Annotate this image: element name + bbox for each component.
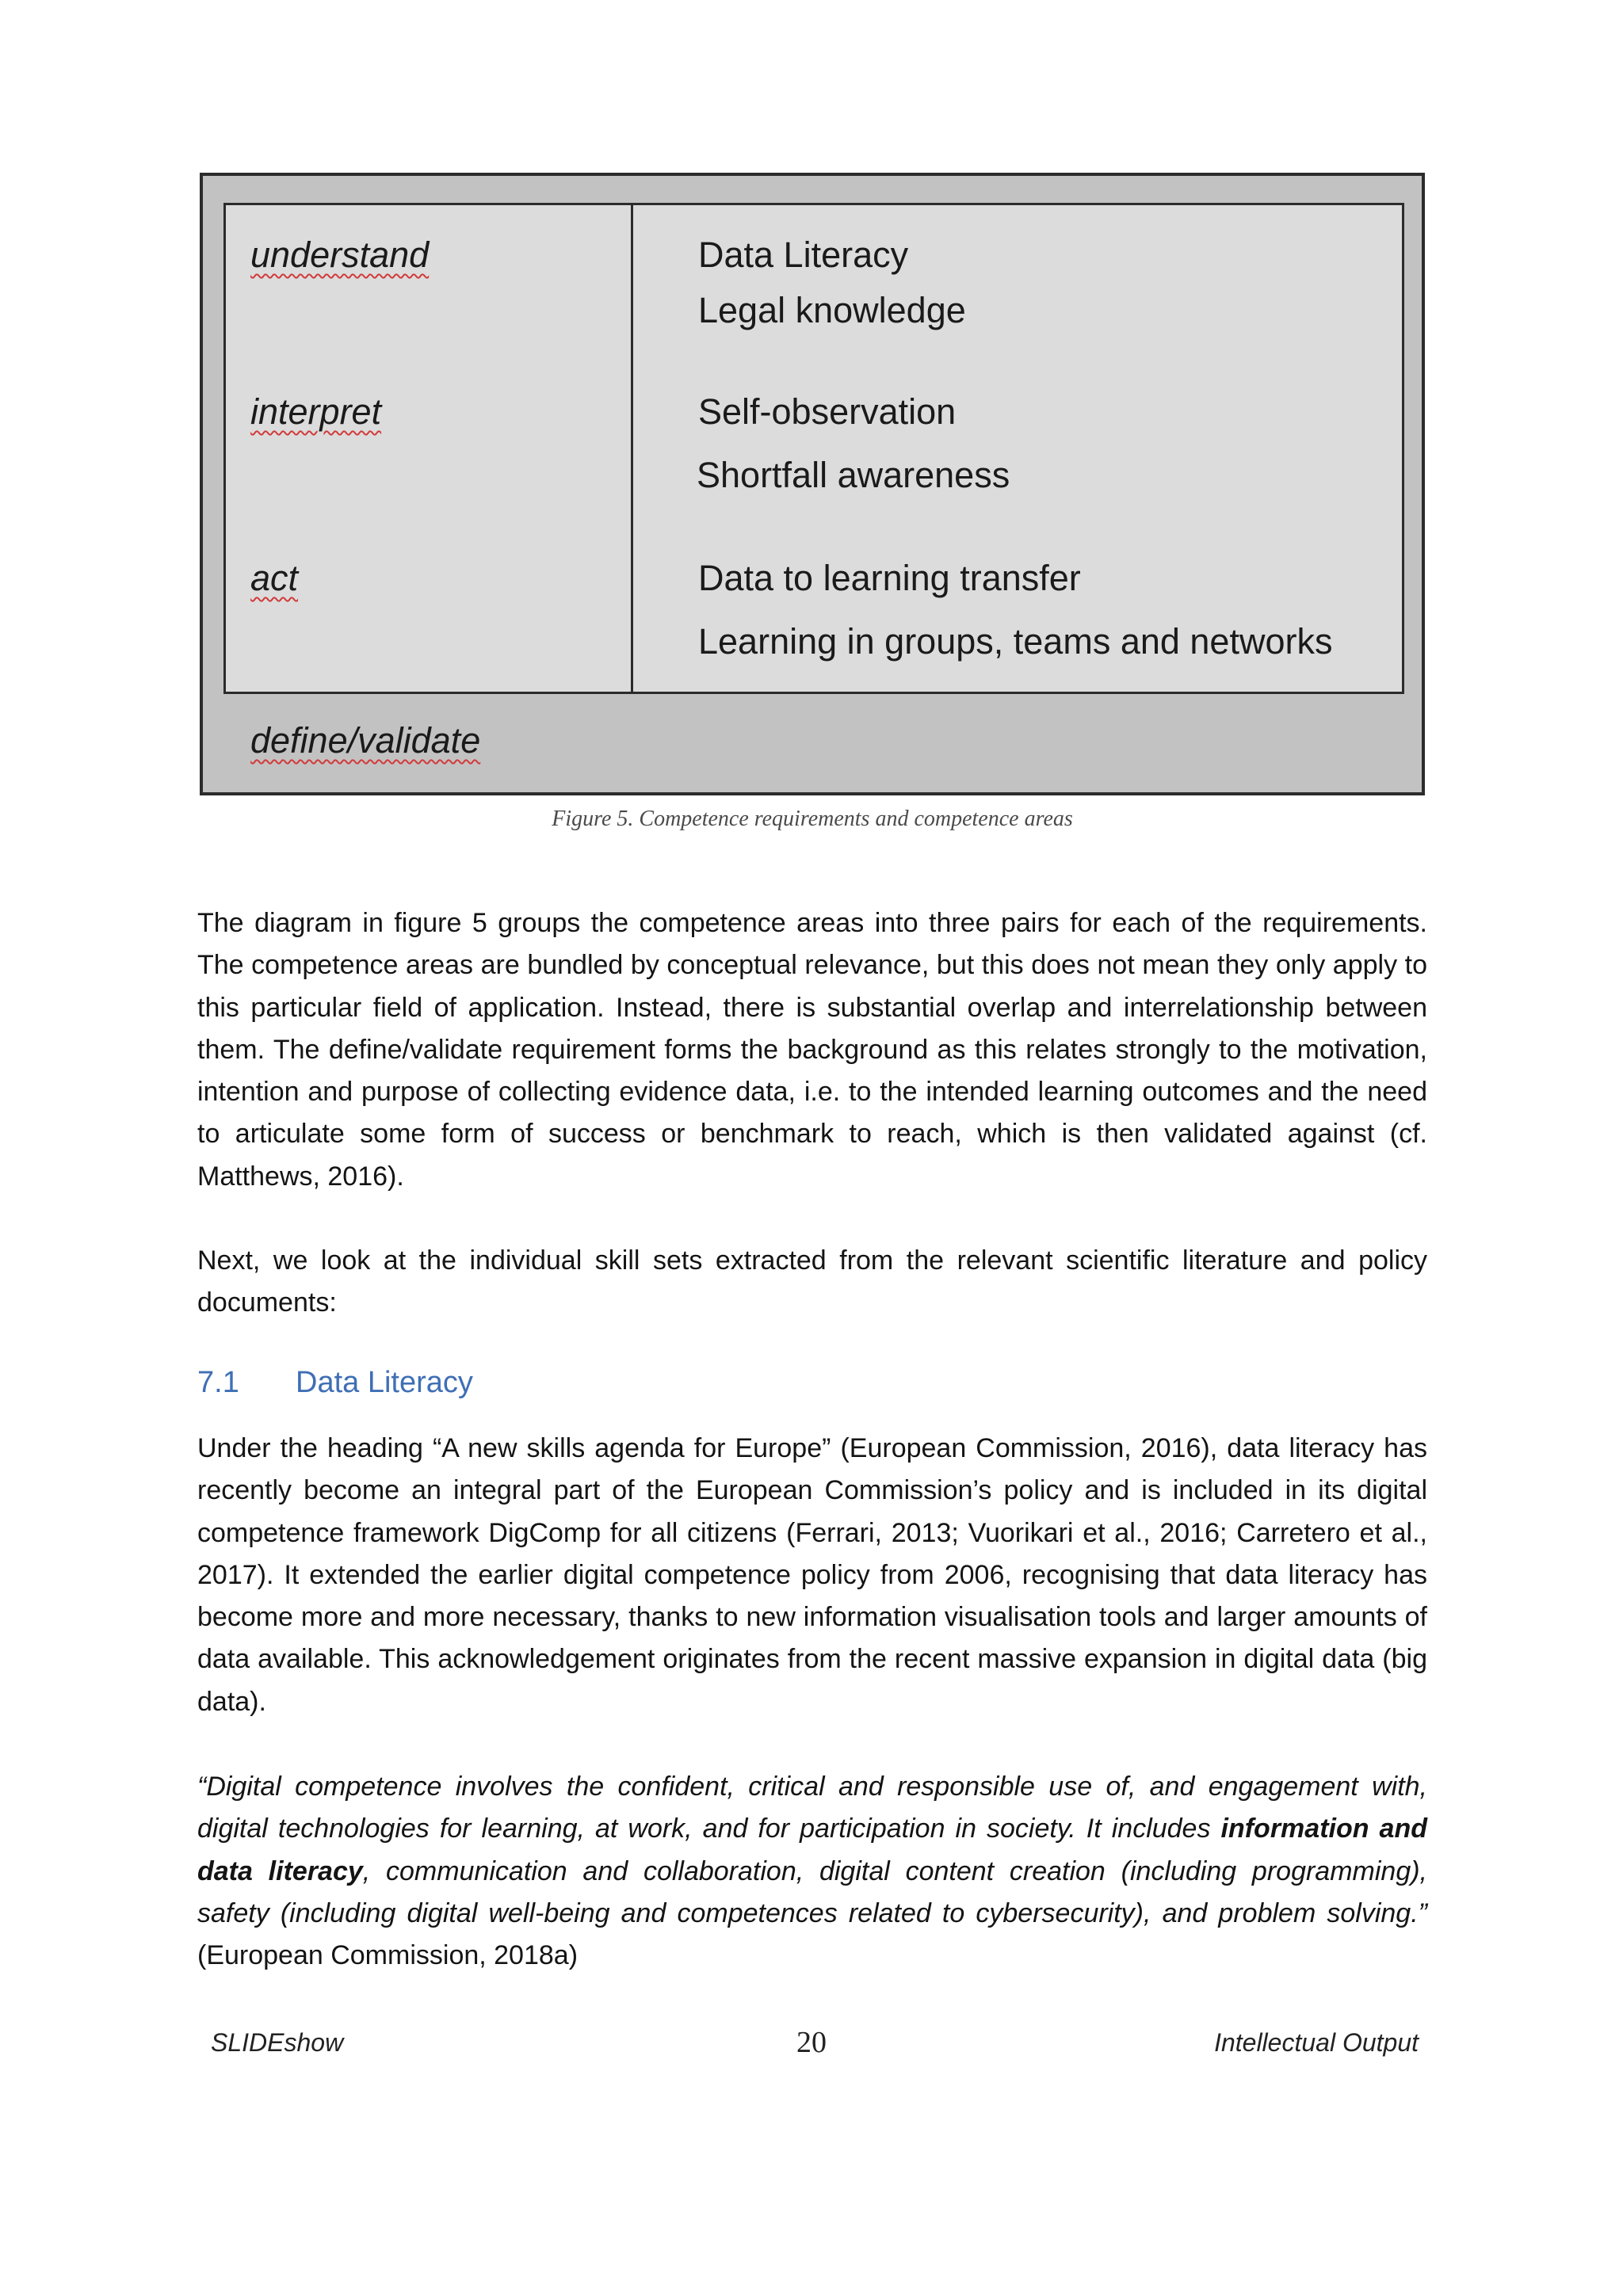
section-title: Data Literacy (296, 1366, 473, 1399)
area-data-literacy: Data Literacy (698, 235, 909, 275)
figure-caption: Figure 5. Competence requirements and competence areas (552, 807, 1073, 831)
quote-emphasis: information and data literacy (197, 1814, 1427, 1886)
footer-right: Intellectual Output (1214, 2028, 1419, 2057)
section-number: 7.1 (197, 1366, 239, 1399)
quote-text-end: , communication and collaboration, digital content creation (including programming), safety (including digital well-being and competences related to cybersecurity), and problem solving.” (197, 1855, 1427, 1928)
section-heading (197, 1365, 473, 1402)
quote-citation: (European Commission, 2018a) (197, 1940, 579, 1971)
area-shortfall-awareness: Shortfall awareness (697, 455, 1010, 495)
paragraph-data-literacy: Under the heading “A new skills agenda for Europe” (European Commission, 2016), data literacy has recently become an integral part of the European Commission’s policy and is included in its digital competence framework DigComp for all citizens (Ferrari, 2013; Vuorikari et al., 2016; Carretero et al., 2017). It extended the earlier digital competence policy from 2006, recognising that data literacy has become more and more necessary, thanks to new information visualisation tools and larger amounts of data available. This acknowledgement originates from the recent massive expansion in digital data (big data). (197, 1433, 1427, 1717)
requirement-understand: understand (250, 235, 430, 275)
area-data-to-learning-transfer: Data to learning transfer (698, 558, 1081, 598)
requirement-define-validate: define/validate (250, 720, 481, 761)
figure-grid (223, 203, 1404, 694)
area-self-observation: Self-observation (698, 391, 957, 432)
requirement-act: act (250, 558, 299, 598)
area-legal-knowledge: Legal knowledge (698, 290, 966, 330)
page-number: 20 (796, 2026, 827, 2059)
quote-block (197, 1766, 1427, 1977)
competence-figure (200, 173, 1425, 795)
footer-left: SLIDEshow (211, 2028, 344, 2057)
requirement-interpret: interpret (250, 391, 382, 432)
quote-text-start: “Digital competence involves the confident, critical and responsible use of, and engagement with, digital technologies for learning, at work, and for participation in society. It includes (197, 1772, 1427, 1844)
figure-divider (631, 205, 633, 692)
paragraph-next: Next, we look at the individual skill sets extracted from the relevant scientific literature and policy documents: (197, 1245, 1427, 1318)
paragraph-figure-description: The diagram in figure 5 groups the competence areas into three pairs for each of the requirements. The competence areas are bundled by conceptual relevance, but this does not mean they only apply to this particular field of application. Instead, there is substantial overlap and interrelationship between them. The define/validate requirement forms the background as this relates strongly to the motivation, intention and purpose of collecting evidence data, i.e. to the intended learning outcomes and the need to articulate some form of success or benchmark to reach, which is then validated against (cf. Matthews, 2016). (197, 908, 1427, 1192)
area-learning-in-groups: Learning in groups, teams and networks (698, 621, 1333, 662)
